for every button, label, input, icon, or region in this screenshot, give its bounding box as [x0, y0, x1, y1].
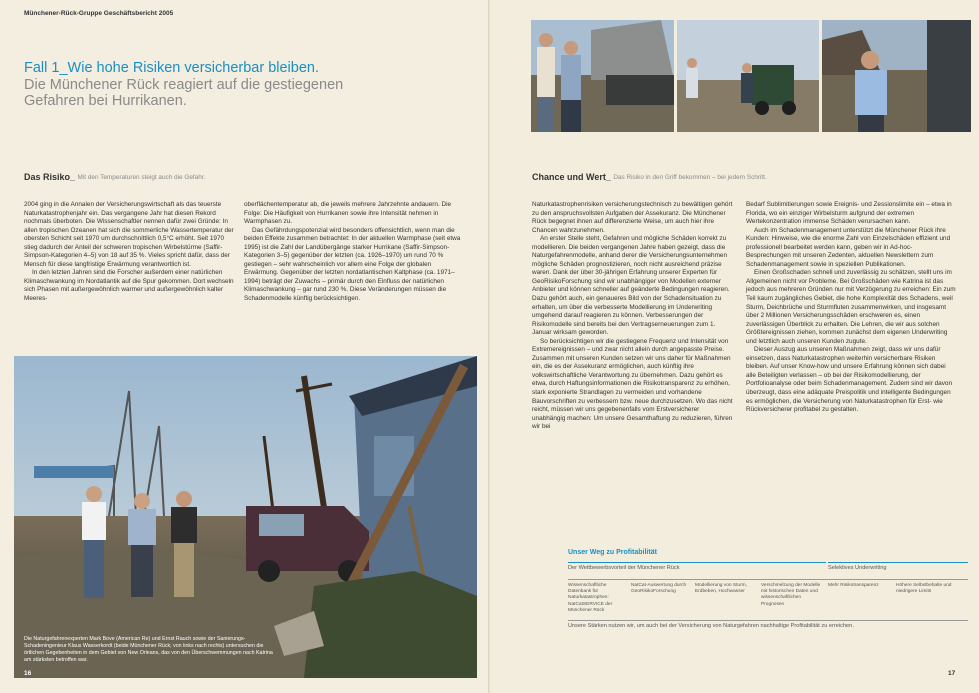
box-right-header: Selektives Underwriting: [828, 565, 887, 571]
box-cell: NatCat-Auswertung durch GeoRisikoForschung: [631, 583, 687, 595]
paragraph: Einen Großschaden schnell und zuverlässig zu schätzen, stellt uns im Allgemeinen nicht vor Probleme. Bei Großschäden wie Katrina ist das jedoch aus mehreren Gründen nur mit Verzögerung zu erreichen: Ein zum Teil kaum zugängliches Gebiet, die hohe Komplexität des Schadens, weil Sturm, Deichbrüche und Sturmfluten zusammenwirken, und insgesamt über 2 Millionen Versicherungsschäden erschweren es, einen zuverlässigen Überblick zu erhalten. Die Lehren, die wir aus solchen Größtereignissen ziehen, kommen zunächst dem eigenen Underwriting und letztlich auch unseren Kunden zugute.: [746, 269, 956, 345]
thumbnail-photo-2: [677, 20, 819, 132]
divider: [568, 579, 968, 580]
photo-illustration: [677, 20, 819, 132]
case-title-highlight: Wie hohe Risiken versicherbar bleiben.: [67, 60, 319, 76]
chance-column-1: [532, 201, 734, 432]
people-group: [82, 486, 197, 598]
profitability-box: [563, 544, 971, 644]
risk-column-1: [24, 201, 236, 304]
risk-subheading: Mit den Temperaturen steigt auch die Gefahr.: [77, 174, 206, 181]
thumbnail-photo-3: [822, 20, 971, 132]
case-title: [24, 60, 319, 77]
running-head: Münchener-Rück-Gruppe Geschäftsbericht 2005: [24, 10, 174, 17]
chance-heading: [532, 172, 778, 182]
paragraph: In den letzten Jahren sind die Forscher außerdem einer natürlichen Klimaschwankung im Nordatlantik auf die Spur gekommen. Dort wechseln sich Phasen mit außergewöhnlich warmer und außergewöhnlich kalter Meeres-: [24, 269, 234, 303]
case-label: Fall 1_: [24, 60, 68, 76]
paragraph: Das Gefährdungspotenzial wird besonders offensichtlich, wenn man die beiden Effekte zusammen betrachtet: In der aktuellen Warmphase (seit etwa 1995) ist die Zahl der Landübergänge starker Hurrikane (Saffir-Simpson-Kategorien 3–5) gegenüber der letzten (ca. 1926–1970) um rund 70 % gestiegen – sehr wahrscheinlich vor allem eine Folge der globalen Erwärmung. Gegenüber der letzten nordatlantischen Kaltphase (ca. 1971–1994) beträgt der Zuwachs – primär durch den Einfluss der natürlichen Klimaschwankung – gar rund 230 %. Diese Veränderungen müssen die Schadenmodelle künftig berücksichtigen.: [244, 226, 461, 303]
page-number-left: 16: [24, 670, 32, 677]
photo-illustration: [531, 20, 674, 132]
box-cell: Wissenschaftliche Datenbank für Naturkatastrophen: NatCatSERVICE der Münchener Rück: [568, 583, 613, 613]
page-number-right: 17: [948, 670, 956, 677]
divider: [828, 562, 968, 563]
paragraph: So berücksichtigen wir die gestiegene Frequenz und Intensität von Extremereignissen – und zwar nicht allein durch angepasste Preise. Zusammen mit unseren Kunden setzen wir uns daher für Maßnahmen ein, die es der Assekuranz ermöglichen, auch künftig ihre volkswirtschaftliche Verantwortung zu übernehmen. Dazu gehört es etwa, durch Haftungsinformationen die Risikotransparenz zu erhöhen, stark exponierte Strandlagen zu vermeiden und vorhandene Bauvorschriften zu verbessern bzw. neue durchzusetzen. Wo das nicht reicht, müssen wir uns gegebenenfalls vom Erstversicherer unabhängig machen: Um unsere Gesamthaftung zu reduzieren, führen wir bei: [532, 337, 733, 431]
box-left-header: Der Wettbewerbsvorteil der Münchener Rück: [568, 565, 680, 571]
hurricane-damage-photo: [14, 356, 477, 678]
paragraph: Dieser Auszug aus unseren Maßnahmen zeigt, dass wir uns dafür einsetzen, dass Naturkatastrophen weiterhin versicherbare Risiken bleiben. Auf unser Know-how und unsere Erfahrung können sich dabei alle Beteiligten verlassen – ob bei der Risikomodellierung, der Portfolioanalyse oder beim Schadenmanagement. Zudem sind wir davon überzeugt, dass eine adäquate Preispolitik und intelligente Bedingungen es ermöglichen, die Versicherung von Naturkatastrophen für Erst- wie Rückversicherer profitabel zu gestalten.: [746, 346, 953, 414]
chance-column-2: [746, 201, 956, 415]
box-cell: Höhere Selbstbehalte und niedrigere Limits: [896, 583, 952, 595]
photo-illustration: [14, 356, 477, 678]
risk-column-2: [244, 201, 462, 304]
box-cell: Verschmelzung der Modelle mit historischen Daten und wissenschaftlichen Prognosen: [761, 583, 821, 607]
thumbnail-photo-1: [531, 20, 674, 132]
photo-caption: Die Naturgefahrenexperten Mark Bove (American Re) und Ernst Rauch sowie der Sanierungs-Schadeningenieur Klaus Wasserkordt (beide Münchener Rück; von links nach rechts) untersuchen die örtlichen Gegebenheiten in dem Gebiet von New Orleans, das von den Überschwemmungen nach Katrina am stärksten betroffen war.: [24, 636, 273, 663]
risk-heading-text: Das Risiko_: [24, 172, 76, 182]
paragraph: Auch im Schadenmanagement unterstützt die Münchener Rück ihre Kunden: Hinweise, wie die enorme Zahl von Einzelschäden effizient und professionell bearbeitet werden kann, geben wir in Ad-hoc-Besprechungen mit unseren Zedenten, aktuellen Newslettern zum Schadenmanagement sowie in speziellen Publikationen.: [746, 226, 951, 268]
paragraph: Bedarf Sublimitierungen sowie Ereignis- und Zessionslimite ein – etwa in Florida, wo ein einziger Wirbelsturm aufgrund der extremen Wertekonzentration immense Schäden verursachen kann.: [746, 201, 952, 226]
paragraph: An erster Stelle steht, Gefahren und mögliche Schäden korrekt zu modellieren. Die beiden vergangenen Jahre haben gezeigt, dass die Naturgefahrenmodelle, anhand derer die Versicherungsunternehmen mögliche Schäden prognostizieren, noch nicht ausreichend präzise waren. Dank der über 30-jährigen Erfahrung unserer Experten für GeoRisikoForschung sind wir unabhängiger von Modellen externer Anbieter und können schneller auf geänderte Bedingungen reagieren. Dazu gehört auch, ein genaueres Bild von der Schadensituation zu erhalten, um über die verbesserte Modellierung im Underwriting umgehend darauf reagieren zu können. Verbesserungen der Risikomodelle sind bereits bei den Vertragserneuerungen zum 1. Januar wirksam geworden.: [532, 235, 730, 337]
box-cell: Mehr Risikotransparenz: [828, 583, 879, 588]
risk-heading: [24, 172, 218, 182]
paragraph: Naturkatastrophenrisiken versicherungstechnisch zu bewältigen gehört zu den anspruchsvollsten Aufgaben der Assekuranz. Die Münchener Rück begegnet ihnen auf differenzierte Weise, um auch hier ihre Chancen wahrzunehmen.: [532, 201, 733, 234]
chance-subheading: Das Risiko in den Griff bekommen – bei jedem Schritt.: [613, 174, 767, 181]
divider: [568, 620, 968, 621]
box-footer: Unsere Stärken nutzen wir, um auch bei der Versicherung von Naturgefahren nachhaltige Profitabilität zu erreichen.: [568, 623, 854, 629]
paragraph: oberflächentemperatur ab, die jeweils mehrere Jahrzehnte andauern. Die Folge: Die Häufigkeit von Hurrikanen sowie ihre Intensität nehmen in Warmphasen zu.: [244, 201, 452, 226]
page-gutter: [488, 0, 491, 693]
divider: [568, 562, 826, 563]
photo-illustration: [822, 20, 971, 132]
box-title: Unser Weg zu Profitabilität: [568, 549, 657, 556]
case-subtitle: Die Münchener Rück reagiert auf die gestiegenen Gefahren bei Hurrikanen.: [24, 77, 344, 109]
paragraph: 2004 ging in die Annalen der Versicherungswirtschaft als das teuerste Naturkatastrophenjahr ein. Das vergangene Jahr hat diesen Rekord nochmals überboten. Die Wissenschaftler nennen dafür zwei Gründe: In allen tropischen Ozeanen hat sich die sommerliche Wassertemperatur der obersten Schicht seit 1970 um durchschnittlich 0,5°C erhöht. Seit 1970 stieg dadurch der Anteil der schweren tropischen Wirbelstürme (Saffir-Simpson-Kategorien 4–5) von 18 auf 35 %. Vieles spricht dafür, dass der Mensch für diese langfristige Erwärmung verantwortlich ist.: [24, 201, 234, 268]
box-cell: Modellierung von Sturm, Erdbeben, Hochwasser: [695, 583, 747, 595]
chance-heading-text: Chance und Wert_: [532, 172, 611, 182]
